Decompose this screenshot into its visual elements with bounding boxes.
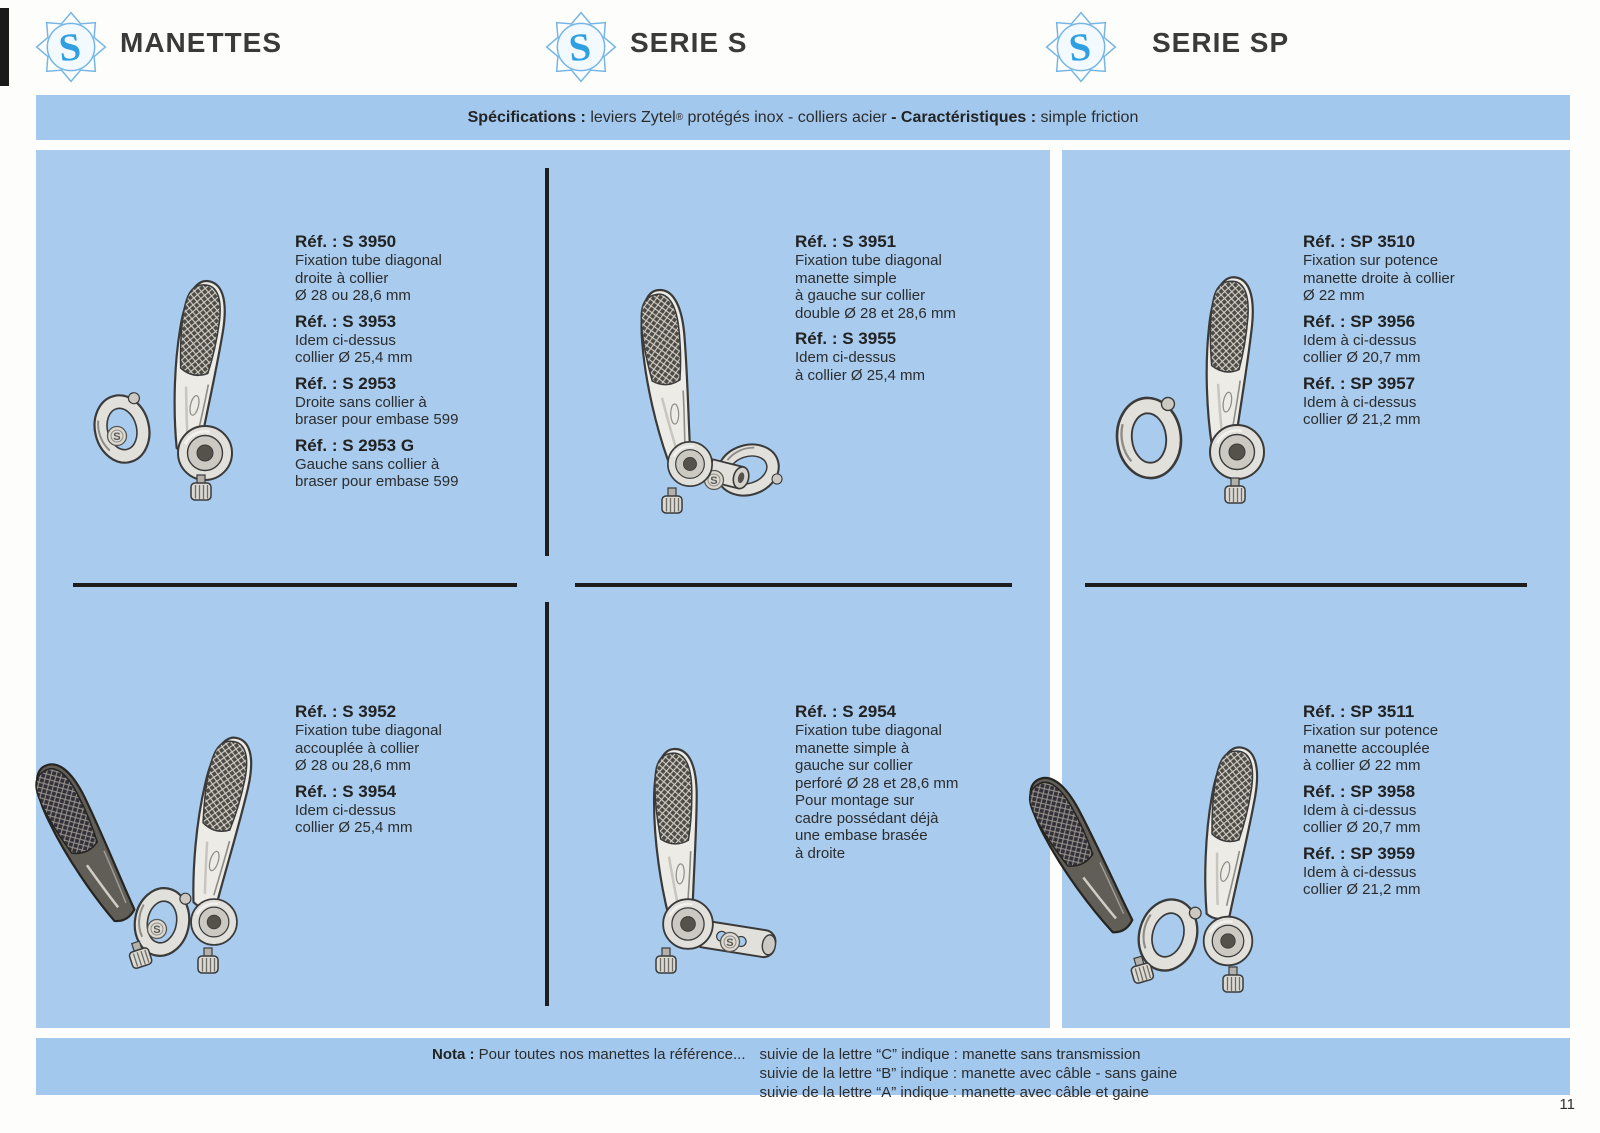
section-title-serie-s: SERIE S [630, 27, 748, 58]
product-ref-group [1303, 231, 1543, 305]
product-ref-group [1303, 843, 1543, 899]
product-text-block-sp3510 [1303, 231, 1543, 429]
product-ref-group [295, 701, 510, 775]
product-ref-desc-line: Ø 28 ou 28,6 mm [295, 757, 411, 774]
product-ref-code: Réf. : S 3955 [795, 329, 897, 348]
product-ref-code: Réf. : S 3954 [295, 781, 397, 801]
product-ref-code: Réf. : S 3950 [295, 232, 397, 251]
logo-letter: S [566, 25, 593, 71]
product-ref-code: Réf. : SP 3511 [1303, 702, 1415, 721]
product-ref-desc-line: collier Ø 21,2 mm [1303, 411, 1421, 428]
product-ref-group [795, 231, 1020, 322]
product-ref-group [1303, 311, 1543, 367]
product-ref-desc-line: à collier Ø 25,4 mm [795, 366, 926, 384]
spec-text: simple friction [1040, 108, 1139, 126]
product-ref-code: Réf. : S 2954 [795, 702, 897, 721]
product-ref-code: Réf. : SP 3958 [1303, 781, 1416, 801]
product-ref-desc-line: Pour montage sur [795, 792, 915, 809]
product-ref-group [295, 373, 510, 429]
product-ref-desc-line: Idem à ci-dessus [1303, 863, 1417, 881]
product-ref-desc-line: Fixation tube diagonal [295, 722, 442, 739]
product-ref-desc-line: manette simple [795, 269, 897, 287]
product-ref-group [795, 701, 1025, 862]
product-ref-desc-line: gauche sur collier [795, 757, 913, 774]
product-ref-desc-line: Idem ci-dessus [795, 349, 896, 366]
product-ref-code: Réf. : S 3953 [295, 311, 397, 331]
logo-letter: S [56, 25, 83, 71]
simplex-star-logo [542, 5, 620, 89]
simplex-star-logo [1042, 5, 1120, 89]
product-ref-group [795, 328, 1020, 384]
nota-line: suivie de la lettre “B” indique : manette avec câble - sans gaine [759, 1065, 1178, 1082]
product-ref-desc-line: braser pour embase 599 [295, 473, 459, 490]
nota-bar [36, 1038, 1570, 1101]
product-ref-desc-line: perforé Ø 28 et 28,6 mm [795, 774, 959, 792]
product-ref-code: Réf. : SP 3956 [1303, 311, 1416, 331]
illustration-s3951-shifter [568, 208, 798, 528]
product-ref-desc-line: Idem à ci-dessus [1303, 331, 1417, 349]
product-ref-group [295, 435, 510, 491]
spec-text: protégés inox - colliers acier [683, 108, 892, 126]
product-ref-desc-line: Gauche sans collier à [295, 455, 440, 473]
product-ref-desc-line: Ø 28 ou 28,6 mm [295, 287, 411, 304]
product-ref-desc-line: Fixation sur potence [1303, 252, 1439, 269]
product-ref-code: Réf. : S 3951 [795, 232, 897, 251]
spec-label: Spécifications : [467, 108, 591, 126]
specifications-bar [36, 95, 1570, 140]
product-ref-desc-line: collier Ø 20,7 mm [1303, 349, 1421, 366]
product-ref-desc-line: Fixation tube diagonal [795, 252, 942, 269]
horizontal-divider [1085, 583, 1527, 587]
product-ref-desc-line: Ø 22 mm [1303, 287, 1365, 304]
illustration-sp3510-shifter [1085, 198, 1325, 518]
illustration-s3952-double-shifter [30, 660, 295, 990]
product-ref-code: Réf. : S 2953 G [295, 435, 415, 455]
product-ref-group [295, 311, 510, 367]
nota-line: suivie de la lettre “A” indique : manette avec câble et gaine [759, 1084, 1149, 1101]
nota-intro-text: Pour toutes nos manettes la référence... [478, 1046, 746, 1063]
product-ref-desc-line: manette simple à [795, 739, 910, 757]
product-ref-code: Réf. : SP 3959 [1303, 843, 1416, 863]
product-ref-desc-line: Fixation tube diagonal [795, 722, 942, 739]
product-ref-desc-line: Idem ci-dessus [295, 331, 396, 349]
product-text-block-s3950 [295, 231, 510, 491]
product-ref-desc-line: double Ø 28 et 28,6 mm [795, 304, 956, 322]
product-ref-desc-line: collier Ø 25,4 mm [295, 349, 413, 366]
product-ref-desc-line: Idem ci-dessus [295, 801, 396, 819]
vertical-divider [545, 168, 549, 556]
nota-intro [432, 1045, 746, 1064]
simplex-star-logo [32, 5, 110, 89]
product-text-block-s2954 [795, 701, 1025, 862]
print-registration-mark [0, 8, 9, 86]
logo-letter: S [1066, 25, 1093, 71]
page-number: 11 [1559, 1096, 1575, 1113]
product-ref-code: Réf. : SP 3510 [1303, 232, 1416, 251]
product-ref-desc-line: une embase brasée [795, 827, 928, 844]
registered-mark: ® [675, 112, 684, 123]
product-ref-desc-line: Fixation sur potence [1303, 722, 1439, 739]
product-ref-desc-line: à gauche sur collier [795, 287, 926, 304]
characteristics-label: - Caractéristiques : [891, 108, 1041, 126]
product-ref-desc-line: manette accouplée [1303, 739, 1430, 757]
nota-line: suivie de la lettre “C” indique : manette sans transmission [759, 1046, 1141, 1063]
product-ref-desc-line: Idem à ci-dessus [1303, 801, 1417, 819]
product-ref-code: Réf. : S 2953 [295, 373, 397, 393]
product-ref-desc-line: collier Ø 21,2 mm [1303, 881, 1421, 898]
illustration-sp3511-double-shifter [1028, 665, 1318, 1000]
product-ref-group [295, 781, 510, 837]
product-ref-desc-line: Idem à ci-dessus [1303, 393, 1417, 411]
horizontal-divider [73, 583, 517, 587]
product-ref-desc-line: accouplée à collier [295, 739, 420, 757]
product-ref-desc-line: à droite [795, 844, 846, 862]
illustration-s3950-shifter [48, 205, 288, 535]
product-ref-desc-line: braser pour embase 599 [295, 411, 459, 428]
product-ref-desc-line: cadre possédant déjà [795, 809, 939, 827]
product-ref-desc-line: collier Ø 20,7 mm [1303, 819, 1421, 836]
nota-lines [760, 1045, 1178, 1102]
product-text-block-s3951 [795, 231, 1020, 384]
product-ref-code: Réf. : SP 3957 [1303, 373, 1416, 393]
horizontal-divider [575, 583, 1012, 587]
product-text-block-sp3511 [1303, 701, 1543, 899]
nota-label: Nota : [432, 1046, 479, 1063]
product-ref-group [1303, 701, 1543, 775]
product-ref-code: Réf. : S 3952 [295, 702, 397, 721]
vertical-divider [545, 602, 549, 1006]
section-title-serie-sp: SERIE SP [1152, 27, 1290, 58]
product-ref-desc-line: droite à collier [295, 269, 389, 287]
section-title-manettes: MANETTES [120, 27, 282, 58]
product-ref-group [295, 231, 510, 305]
product-ref-desc-line: Fixation tube diagonal [295, 252, 442, 269]
product-ref-group [1303, 373, 1543, 429]
product-ref-desc-line: à collier Ø 22 mm [1303, 757, 1421, 774]
product-ref-desc-line: Droite sans collier à [295, 393, 427, 411]
product-ref-desc-line: collier Ø 25,4 mm [295, 819, 413, 836]
product-ref-group [1303, 781, 1543, 837]
spec-text: leviers Zytel [590, 108, 676, 126]
product-text-block-s3952 [295, 701, 510, 837]
illustration-s2954-shifter [568, 670, 798, 980]
product-ref-desc-line: manette droite à collier [1303, 269, 1455, 287]
